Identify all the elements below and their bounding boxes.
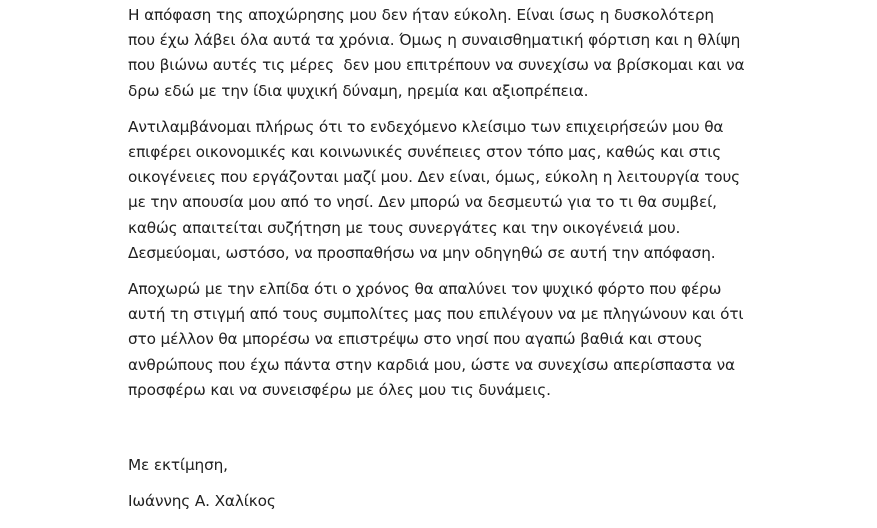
paragraph-line: αυτή τη στιγμή από τους συμπολίτες μας που επιλέγουν να με πληγώνουν και ότι [128,305,744,324]
closing-salutation: Με εκτίμηση, [128,456,228,474]
paragraph-line: Αποχωρώ με την ελπίδα ότι ο χρόνος θα απαλύνει τον ψυχικό φόρτο που φέρω [128,280,722,299]
paragraph-line: Δεσμεύομαι, ωστόσο, να προσπαθήσω να μην οδηγηθώ σε αυτή την απόφαση. [128,243,716,262]
paragraph-line: που βιώνω αυτές τις μέρες δεν μου επιτρέπουν να συνεχίσω να βρίσκομαι και να [128,56,745,75]
paragraph-line: ανθρώπους που έχω πάντα στην καρδιά μου, ώστε να συνεχίσω απερίσπαστα να [128,355,735,374]
signature-name: Ιωάννης Α. Χαλίκος [128,492,276,510]
paragraph-line: Αντιλαμβάνομαι πλήρως ότι το ενδεχόμενο κλείσιμο των επιχειρήσεών μου θα [128,117,724,136]
paragraph-line: προσφέρω και να συνεισφέρω με όλες μου τις δυνάμεις. [128,380,551,399]
paragraph-1 [128,3,758,104]
paragraph-line: με την απουσία μου από το νησί. Δεν μπορώ να δεσμευτώ για το τι θα συμβεί, [128,193,717,212]
paragraph-line: στο μέλλον θα μπορέσω να επιστρέψω στο νησί που αγαπώ βαθιά και στους [128,330,703,349]
paragraph-line: επιφέρει οικονομικές και κοινωνικές συνέπειες στον τόπο μας, καθώς και στις [128,143,722,162]
paragraph-line: που έχω λάβει όλα αυτά τα χρόνια. Όμως η συναισθηματική φόρτιση και η θλίψη [128,31,741,50]
paragraph-3 [128,277,758,403]
letter-body [128,3,758,414]
paragraph-line: καθώς απαιτείται συζήτηση με τους συνεργάτες και την οικογένειά μου. [128,218,681,237]
paragraph-line: δρω εδώ με την ίδια ψυχική δύναμη, ηρεμία και αξιοπρέπεια. [128,81,589,100]
paragraph-line: Η απόφαση της αποχώρησης μου δεν ήταν εύκολη. Είναι ίσως η δυσκολότερη [128,6,714,24]
paragraph-2 [128,115,758,266]
paragraph-line: οικογένειες που εργάζονται μαζί μου. Δεν είναι, όμως, εύκολη η λειτουργία τους [128,168,740,187]
